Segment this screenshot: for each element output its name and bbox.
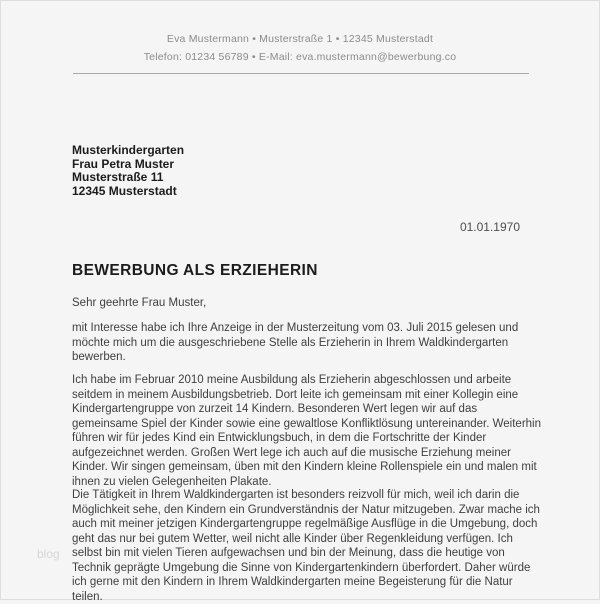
text-line: gemeinsame Spiel der Kinder sowie eine gewaltlose Konfliktlösung untereinander. Weiterhin xyxy=(72,417,547,432)
salutation: Sehr geehrte Frau Muster, xyxy=(72,297,206,309)
paragraph-motivation xyxy=(72,488,547,604)
paragraph-experience xyxy=(72,373,547,489)
sender-contact-line1: Eva Mustermann • Musterstraße 1 • 12345 Musterstadt xyxy=(1,30,599,48)
text-line: aufgezeichnet werden. Großen Wert lege ich auch auf die musische Erziehung meiner xyxy=(72,446,547,461)
recipient-address xyxy=(72,144,184,198)
text-line: ihnen zu vielen Gelegenheiten Plakate. xyxy=(72,475,547,490)
text-line: möchte mich um die ausgeschriebene Stelle als Erzieherin in Ihrem Waldkindergarten xyxy=(72,336,547,351)
header-divider xyxy=(73,73,529,74)
text-line: geht das nur bei gutem Wetter, weil nicht alle Kinder über Regenkleidung verfügen. Ich xyxy=(72,532,547,547)
text-line: mit Interesse habe ich Ihre Anzeige in der Musterzeitung vom 03. Juli 2015 gelesen und xyxy=(72,321,547,336)
sender-header xyxy=(1,30,599,66)
text-line: auch mit meiner jetzigen Kindergartengruppe regelmäßige Ausflüge in die Umgebung, doch xyxy=(72,517,547,532)
blog-watermark: blog xyxy=(37,547,60,561)
text-line: führen wir für jedes Kind ein Entwicklungsbuch, in dem die Fortschritte der Kinder xyxy=(72,431,547,446)
text-line: Die Tätigkeit in Ihrem Waldkindergarten ist besonders reizvoll für mich, weil ich darin die xyxy=(72,488,547,503)
text-line: ich gerne mit den Kindern in Ihrem Waldkindergarten meine Begeisterung für die Natur xyxy=(72,575,547,590)
text-line: Technik geprägte Umgebung die Sinne von Kindergartenkindern überfordert. Daher würde xyxy=(72,561,547,576)
text-line: Kindergartengruppe von zurzeit 14 Kindern. Besonderen Wert legen wir auf das xyxy=(72,402,547,417)
subject-heading: BEWERBUNG ALS ERZIEHERIN xyxy=(72,262,318,280)
text-line: Möglichkeit sehe, den Kindern ein Grundverständnis der Natur mitzugeben. Zwar mache ich xyxy=(72,503,547,518)
text-line: selbst bin mit vielen Tieren aufgewachsen und bin der Meinung, dass die heutige von xyxy=(72,546,547,561)
text-line: seitdem in meinem Ausbildungsbetrieb. Dort leite ich gemeinsam mit einer Kollegin eine xyxy=(72,388,547,403)
paragraph-intro xyxy=(72,321,547,365)
text-line: Musterstraße 11 xyxy=(72,171,184,185)
sender-contact-line2: Telefon: 01234 56789 • E-Mail: eva.mustermann@bewerbung.co xyxy=(1,48,599,66)
text-line: Kinder. Wir singen gemeinsam, üben mit den Kindern kleine Rollenspiele ein und malen mit xyxy=(72,460,547,475)
text-line: Ich habe im Februar 2010 meine Ausbildung als Erzieherin abgeschlossen und arbeite xyxy=(72,373,547,388)
text-line: teilen. xyxy=(72,590,547,604)
text-line: bewerben. xyxy=(72,350,547,365)
text-line: Musterkindergarten xyxy=(72,144,184,158)
text-line: 12345 Musterstadt xyxy=(72,185,184,199)
text-line: Frau Petra Muster xyxy=(72,158,184,172)
letter-date: 01.01.1970 xyxy=(460,220,520,234)
